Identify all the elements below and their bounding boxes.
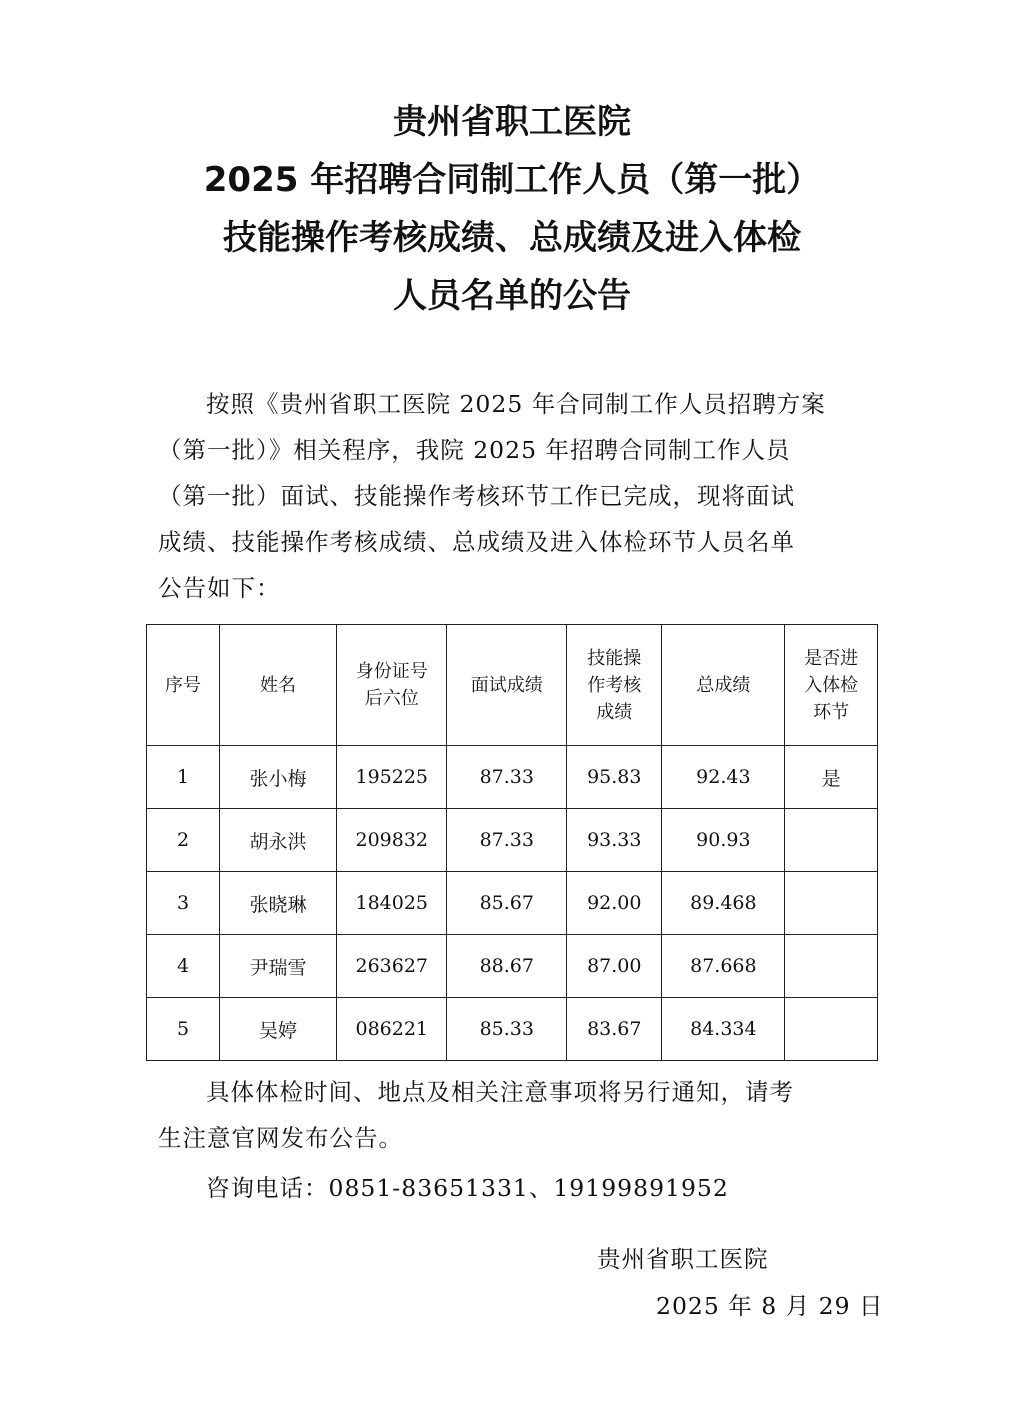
cell-interview: 87.33: [447, 809, 567, 872]
table-row: [147, 872, 878, 935]
table-row: [147, 809, 878, 872]
cell-skill: 83.67: [567, 998, 662, 1061]
title-line-4: 人员名单的公告: [393, 276, 631, 316]
cell-interview: 88.67: [447, 935, 567, 998]
header-skill: 技能操 作考核 成绩: [567, 625, 662, 746]
signature-org: 贵州省职工医院: [597, 1245, 769, 1273]
cell-total: 89.468: [662, 872, 785, 935]
cell-skill: 93.33: [567, 809, 662, 872]
title-line-1: 贵州省职工医院: [393, 102, 631, 142]
intro-line-2: （第一批）》相关程序，我院 2025 年招聘合同制工作人员: [158, 436, 791, 464]
cell-no: 3: [147, 872, 220, 935]
cell-skill: 92.00: [567, 872, 662, 935]
header-interview: 面试成绩: [447, 625, 567, 746]
cell-id: 086221: [337, 998, 447, 1061]
header-no: 序号: [147, 625, 220, 746]
title-line-2: 2025 年招聘合同制工作人员（第一批）: [203, 160, 821, 200]
notice-line-1: 具体体检时间、地点及相关注意事项将另行通知，请考: [206, 1078, 794, 1106]
cell-no: 5: [147, 998, 220, 1061]
table-row: [147, 935, 878, 998]
cell-id: 209832: [337, 809, 447, 872]
header-name: 姓名: [219, 625, 336, 746]
notice-line-2: 生注意官网发布公告。: [158, 1124, 403, 1152]
cell-no: 1: [147, 746, 220, 809]
cell-interview: 85.33: [447, 998, 567, 1061]
intro-line-3: （第一批）面试、技能操作考核环节工作已完成，现将面试: [158, 482, 795, 510]
cell-total: 84.334: [662, 998, 785, 1061]
header-exam: 是否进 入体检 环节: [785, 625, 878, 746]
title-line-3: 技能操作考核成绩、总成绩及进入体检: [223, 218, 801, 258]
cell-id: 195225: [337, 746, 447, 809]
signature-date: 2025 年 8 月 29 日: [656, 1292, 884, 1320]
document-title: [0, 93, 1024, 325]
table-header-row: [147, 625, 878, 746]
cell-interview: 87.33: [447, 746, 567, 809]
intro-line-4: 成绩、技能操作考核成绩、总成绩及进入体检环节人员名单: [158, 528, 795, 556]
intro-line-5: 公告如下：: [158, 574, 281, 602]
cell-total: 87.668: [662, 935, 785, 998]
cell-name: 尹瑞雪: [219, 935, 336, 998]
cell-id: 184025: [337, 872, 447, 935]
cell-exam: [785, 998, 878, 1061]
cell-name: 胡永洪: [219, 809, 336, 872]
intro-paragraph: [158, 381, 870, 611]
cell-exam: [785, 935, 878, 998]
intro-line-1: 按照《贵州省职工医院 2025 年合同制工作人员招聘方案: [206, 390, 826, 418]
table-row: [147, 998, 878, 1061]
cell-total: 90.93: [662, 809, 785, 872]
header-total: 总成绩: [662, 625, 785, 746]
cell-interview: 85.67: [447, 872, 567, 935]
cell-skill: 87.00: [567, 935, 662, 998]
cell-total: 92.43: [662, 746, 785, 809]
cell-name: 张小梅: [219, 746, 336, 809]
cell-no: 4: [147, 935, 220, 998]
cell-exam: 是: [785, 746, 878, 809]
cell-exam: [785, 872, 878, 935]
cell-skill: 95.83: [567, 746, 662, 809]
notice-paragraph: [158, 1069, 870, 1161]
table-row: [147, 746, 878, 809]
contact-paragraph: [158, 1165, 870, 1211]
cell-exam: [785, 809, 878, 872]
contact-line: 咨询电话：0851-83651331、19199891952: [206, 1174, 729, 1202]
cell-name: 吴婷: [219, 998, 336, 1061]
cell-no: 2: [147, 809, 220, 872]
cell-id: 263627: [337, 935, 447, 998]
results-table: [146, 624, 878, 1061]
header-id: 身份证号 后六位: [337, 625, 447, 746]
cell-name: 张晓琳: [219, 872, 336, 935]
